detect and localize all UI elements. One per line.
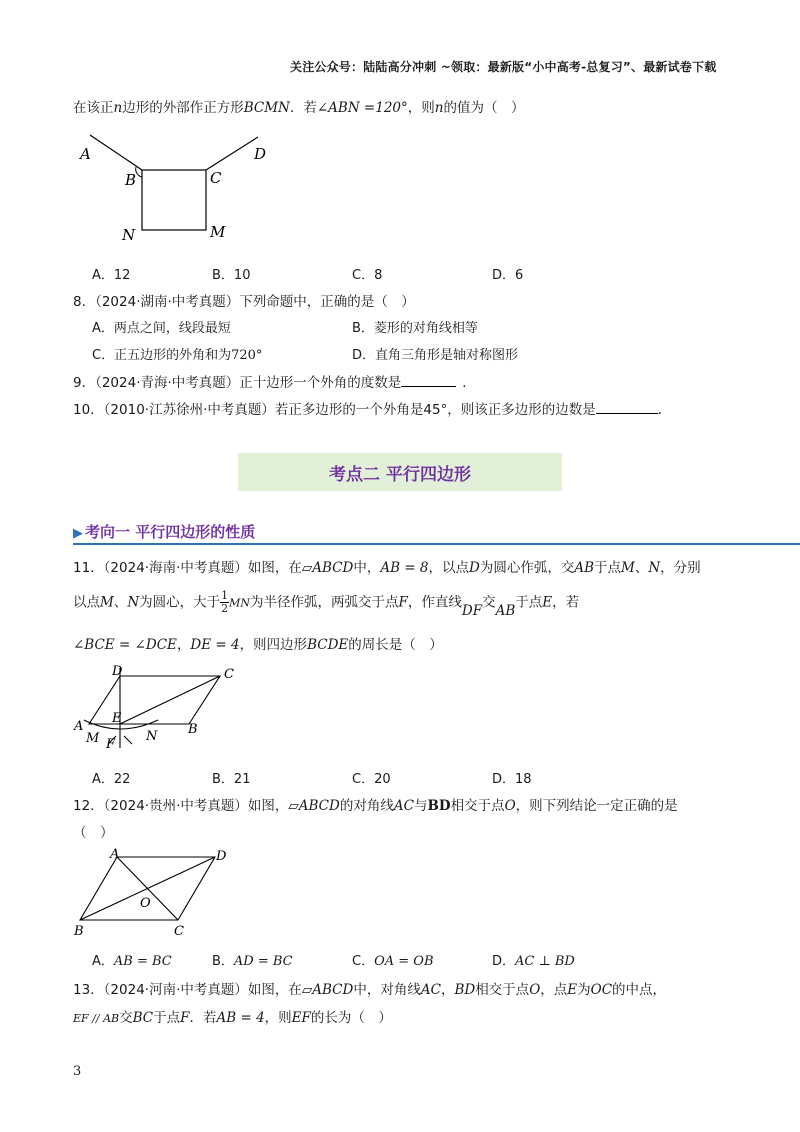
page-header: 关注公众号：陆陆高分冲刺 ~领取：最新版“小中高考-总复习”、最新试卷下载: [290, 60, 717, 74]
svg-text:B: B: [188, 722, 198, 737]
q12-stem-line1: 12．（2024·贵州·中考真题）如图，▱ABCD的对角线AC与BD相交于点O，则下列结论一定正确的是: [73, 798, 678, 814]
triangle-icon: ▶: [73, 526, 83, 541]
q12-option-b[interactable]: B．AD = BC: [212, 954, 293, 969]
label-n: N: [122, 226, 136, 244]
q7-figure: [70, 125, 290, 250]
q7-option-d[interactable]: D．6: [492, 268, 524, 283]
q8-option-d[interactable]: D．直角三角形是轴对称图形: [352, 348, 519, 363]
svg-text:A: A: [74, 719, 84, 734]
section-banner: 考点二 平行四边形: [238, 453, 562, 491]
q8-stem: 8．（2024·湖南·中考真题）下列命题中，正确的是（ ）: [73, 294, 415, 310]
q7-option-c[interactable]: C．8: [352, 268, 383, 283]
q11-stem-line2: 以点M、N为圆心，大于 $\frac{1}{2}$ MN为半径作弧，两弧交于点F，作直线DF交AB于点E，若: [73, 589, 580, 619]
q12-option-d[interactable]: D．AC ⊥ BD: [492, 954, 575, 969]
q11-figure: [70, 660, 250, 760]
svg-text:D: D: [112, 664, 123, 679]
q12-option-c[interactable]: C．OA = OB: [352, 954, 434, 969]
square-bcmn: [142, 170, 206, 230]
label-m: M: [210, 223, 226, 241]
q7-stem: 在该正n边形的外部作正方形BCMN．若∠ABN =120°，则n的值为（ ）: [73, 100, 525, 116]
subheading: ▶ 考向一 平行四边形的性质: [73, 521, 255, 542]
svg-text:B: B: [74, 924, 84, 939]
svg-text:C: C: [174, 924, 184, 939]
q11-stem-line3: ∠BCE = ∠DCE，DE = 4，则四边形BCDE的周长是（ ）: [73, 637, 443, 653]
q9-answer-blank[interactable]: [401, 374, 456, 387]
q10-stem: 10．（2010·江苏徐州·中考真题）若正多边形的一个外角是45°，则该正多边形的边数是 ．: [73, 402, 672, 418]
q7-option-a[interactable]: A．12: [92, 268, 131, 283]
svg-text:N: N: [146, 729, 158, 744]
segment-ab: [90, 135, 142, 170]
label-d: D: [254, 145, 267, 163]
q8-option-c[interactable]: C．正五边形的外角和为720°: [92, 348, 263, 363]
q11-option-a[interactable]: A．22: [92, 772, 131, 787]
label-c: C: [210, 169, 222, 187]
q11-option-d[interactable]: D．18: [492, 772, 532, 787]
q13-stem-line1: 13．（2024·河南·中考真题）如图，在▱ABCD中，对角线AC，BD相交于点O，点E为OC的中点，: [73, 982, 667, 998]
q10-answer-blank[interactable]: [596, 401, 658, 414]
q12-option-a[interactable]: A．AB = BC: [92, 954, 172, 969]
q8-option-b[interactable]: B．菱形的对角线相等: [352, 321, 478, 336]
q7-option-b[interactable]: B．10: [212, 268, 251, 283]
label-a: A: [80, 145, 91, 163]
parallelogram-abcd: [89, 676, 220, 724]
q12-figure: [70, 845, 240, 940]
segment-cd: [206, 137, 258, 170]
q11-option-c[interactable]: C．20: [352, 772, 391, 787]
fraction-half: $\frac{1}{2}$: [221, 589, 229, 615]
q12-stem-line2: （ ）: [73, 825, 114, 841]
q9-stem: 9．（2024·青海·中考真题）正十边形一个外角的度数是 ．: [73, 375, 476, 391]
q11-option-b[interactable]: B．21: [212, 772, 251, 787]
q8-option-a[interactable]: A．两点之间，线段最短: [92, 321, 231, 336]
label-b: B: [125, 171, 137, 189]
svg-text:A: A: [110, 847, 120, 862]
svg-text:M: M: [86, 731, 100, 746]
svg-text:D: D: [216, 849, 227, 864]
page-number: 3: [73, 1064, 82, 1079]
svg-text:O: O: [140, 896, 151, 911]
svg-text:F: F: [106, 737, 116, 752]
q13-stem-line2: EF // AB交BC于点F．若AB = 4，则EF的长为（ ）: [73, 1010, 392, 1026]
svg-text:E: E: [112, 711, 122, 726]
subheading-rule: [73, 543, 800, 545]
q11-stem-line1: 11．（2024·海南·中考真题）如图，在▱ABCD中，AB = 8，以点D为圆心作弧，交AB于点M、N，分别: [73, 560, 701, 576]
svg-text:C: C: [224, 667, 234, 682]
